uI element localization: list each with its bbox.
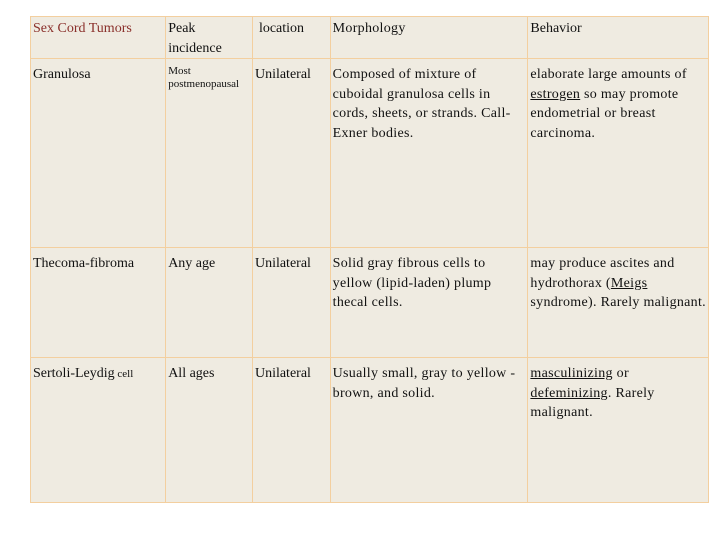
incidence-line2: postmenopausal — [168, 78, 240, 90]
behavior — [528, 358, 709, 503]
morphology: Solid gray fibrous cells to yellow (lipid-laden) plump thecal cells. — [330, 248, 528, 358]
tumor-name — [31, 358, 166, 503]
header-morphology: Morphology — [330, 17, 528, 59]
header-row — [31, 17, 709, 59]
behavior-text: elaborate large amounts of — [530, 67, 687, 82]
header-behavior: Behavior — [528, 17, 709, 59]
behavior-text: . Rarely malignant. — [530, 385, 655, 420]
header-peak-incidence: Peak incidence — [166, 17, 253, 59]
tumor-name: Thecoma-fibroma — [31, 248, 166, 358]
table-row — [31, 358, 709, 503]
table-row — [31, 248, 709, 358]
incidence-line1: Most — [168, 65, 191, 77]
header-sex-cord-tumors: Sex Cord Tumors — [31, 17, 166, 59]
tumor-name-suffix: cell — [114, 368, 134, 380]
behavior-underlined-term: estrogen — [530, 86, 581, 102]
behavior-text: may produce ascites and hydrothorax ( — [530, 256, 675, 291]
behavior-text: or — [612, 366, 629, 381]
sex-cord-tumors-table — [30, 16, 709, 503]
tumor-name: Granulosa — [31, 59, 166, 248]
behavior-underlined-term: Meigs — [610, 275, 648, 291]
table-row — [31, 59, 709, 248]
behavior-text: syndrome). Rarely malignant. — [530, 295, 706, 310]
morphology: Usually small, gray to yellow -brown, and solid. — [330, 358, 528, 503]
peak-incidence — [166, 59, 253, 248]
morphology: Composed of mixture of cuboidal granulosa cells in cords, sheets, or strands. Call-Exner bodies. — [330, 59, 528, 248]
behavior-underlined-term: defeminizing — [530, 385, 608, 401]
tumor-name-main: Sertoli-Leydig — [33, 366, 115, 381]
peak-incidence: Any age — [166, 248, 253, 358]
behavior — [528, 59, 709, 248]
behavior — [528, 248, 709, 358]
behavior-text: so may promote endometrial or breast carcinoma. — [530, 86, 679, 141]
peak-incidence: All ages — [166, 358, 253, 503]
location: Unilateral — [252, 59, 330, 248]
behavior-underlined-term: masculinizing — [530, 366, 613, 381]
header-location: location — [252, 17, 330, 59]
location: Unilateral — [252, 248, 330, 358]
location: Unilateral — [252, 358, 330, 503]
